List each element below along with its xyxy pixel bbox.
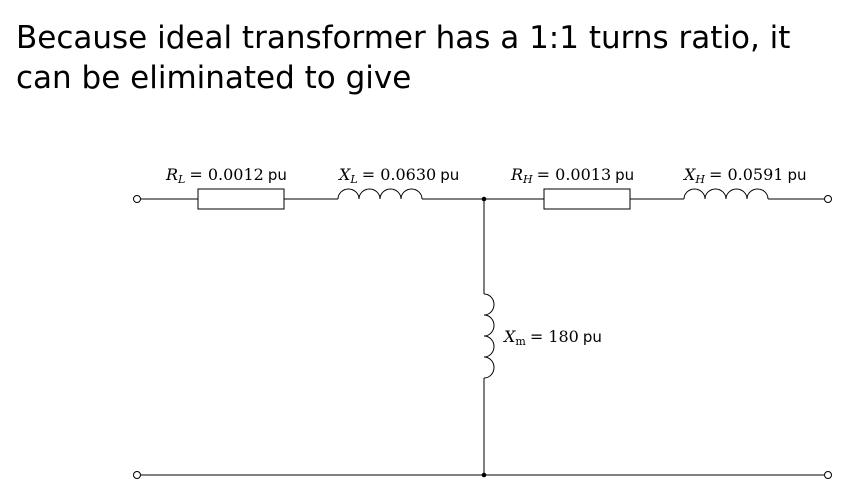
terminal-top-left (134, 196, 141, 203)
label-rl: RL = 0.0012 pu (166, 165, 287, 186)
terminal-bottom-right (825, 472, 832, 479)
terminal-bottom-left (134, 472, 141, 479)
label-xl: XL = 0.0630 pu (339, 165, 460, 186)
label-xm: Xm = 180 pu (504, 327, 602, 348)
resistor-rh (544, 189, 630, 209)
label-rh: RH = 0.0013 pu (511, 165, 635, 186)
junction-top (482, 197, 487, 202)
inductor-xm (484, 294, 494, 378)
label-xh: XH = 0.0591 pu (684, 165, 807, 186)
inductor-xh (684, 189, 768, 199)
resistor-rl (198, 189, 284, 209)
circuit-wires (134, 189, 832, 479)
junction-bottom (482, 473, 487, 478)
heading-text: Because ideal transformer has a 1:1 turns ratio, it can be eliminated to give (16, 20, 791, 96)
terminal-top-right (825, 196, 832, 203)
inductor-xl (338, 189, 422, 199)
